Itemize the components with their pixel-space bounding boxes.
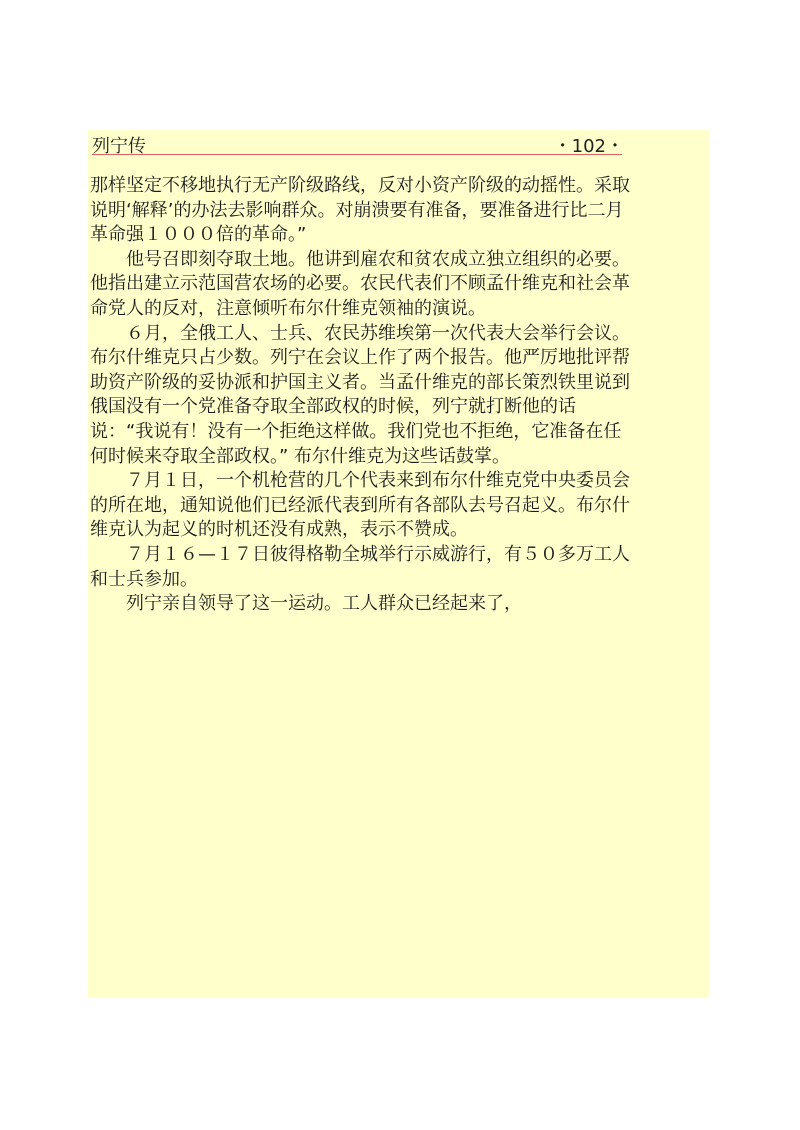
book-title: 列宁传	[92, 136, 146, 157]
paragraph: 那样坚定不移地执行无产阶级路线，反对小资产阶级的动摇性。采取说明‘解释’的办法去影响群众。对崩溃要有准备，要准备进行比二月革命强１０００倍的革命。”	[90, 175, 630, 246]
body-text	[90, 174, 630, 617]
paragraph: ６月，全俄工人、士兵、农民苏维埃第一次代表大会举行会议。布尔什维克只占少数。列宁在会议上作了两个报告。他严厉地批评帮助资产阶级的妥协派和护国主义者。当孟什维克的部长策烈铁里说到俄国没有一个党准备夺取全部政权的时候，列宁就打断他的话说：“我说有！没有一个拒绝这样做。我们党也不拒绝，它准备在任何时候来夺取全部政权。” 布尔什维克为这些话鼓掌。	[90, 322, 630, 467]
header-rule	[92, 154, 622, 155]
paragraph: ７月１６—１７日彼得格勒全城举行示威游行，有５０多万工人和士兵参加。	[90, 543, 630, 590]
paragraph: 他号召即刻夺取土地。他讲到雇农和贫农成立独立组织的必要。他指出建立示范国营农场的必要。农民代表们不顾孟什维克和社会革命党人的反对，注意倾听布尔什维克领袖的演说。	[90, 248, 630, 319]
page-number: ・102・	[553, 136, 624, 157]
paragraph: 列宁亲自领导了这一运动。工人群众已经起来了，	[126, 593, 522, 615]
paragraph: ７月１日，一个机枪营的几个代表来到布尔什维克党中央委员会的所在地，通知说他们已经派代表到所有各部队去号召起义。布尔什维克认为起义的时机还没有成熟，表示不赞成。	[90, 470, 630, 541]
